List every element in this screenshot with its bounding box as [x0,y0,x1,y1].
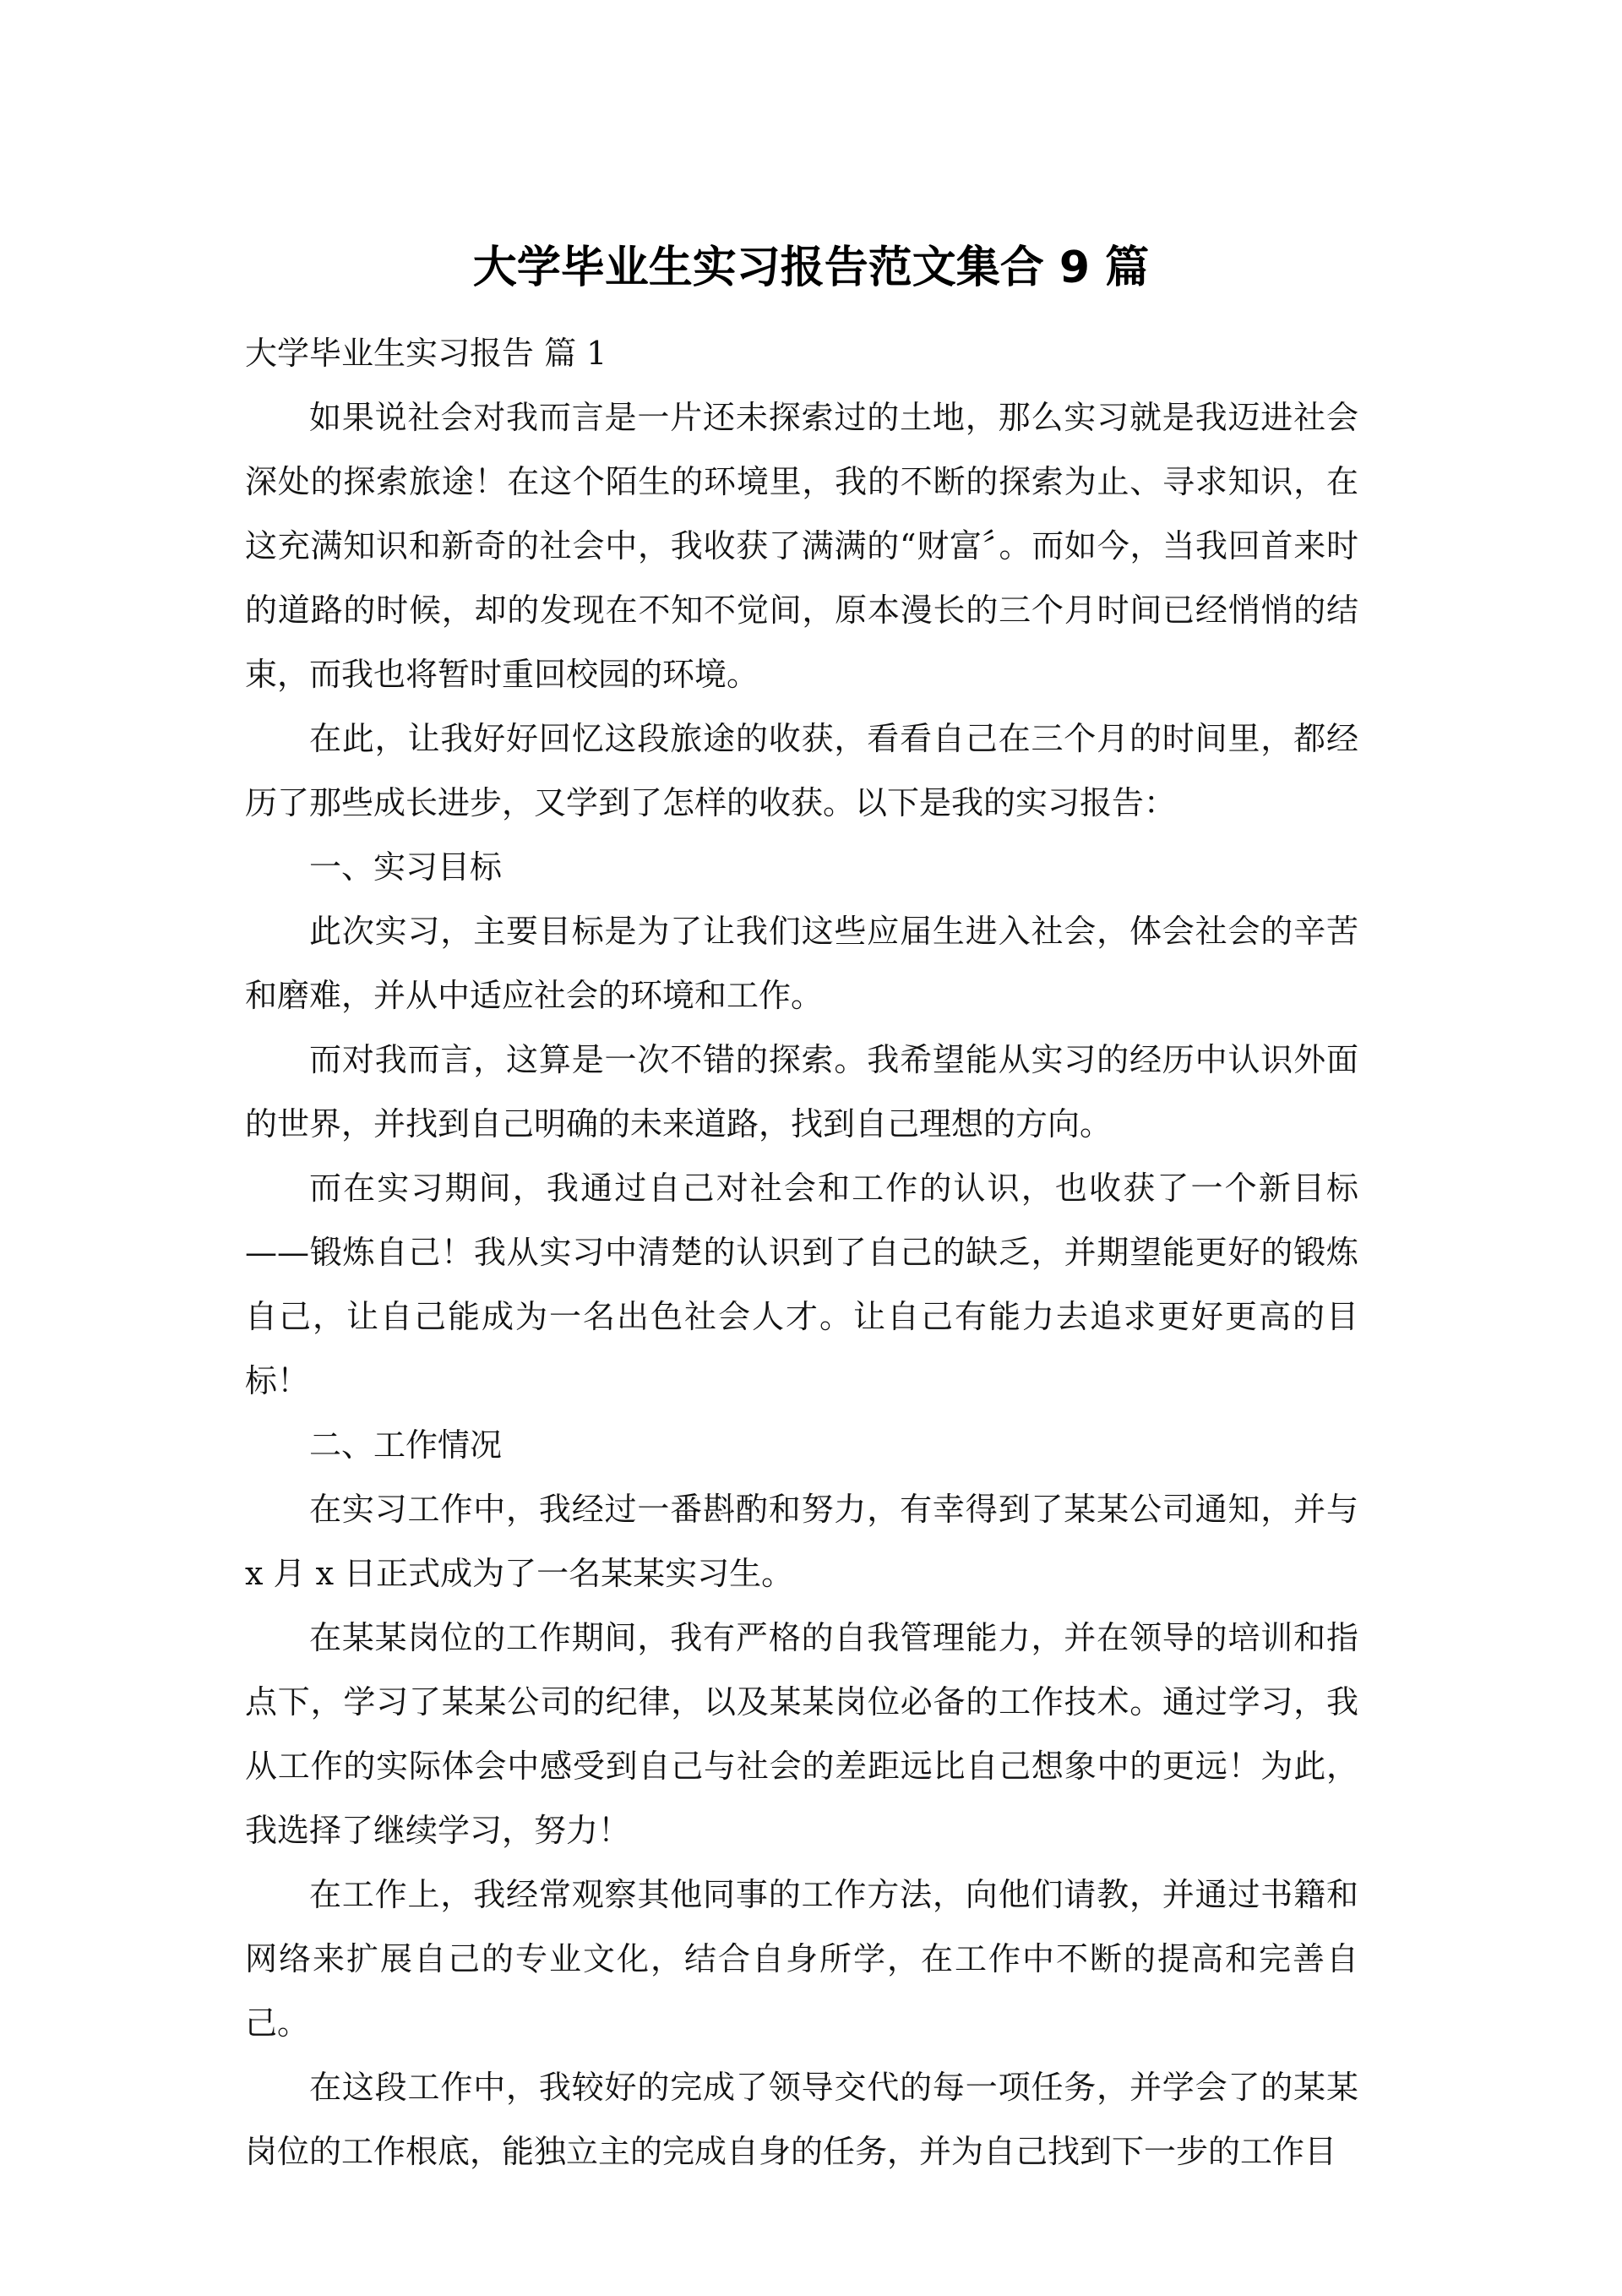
paragraph: 而在实习期间，我通过自己对社会和工作的认识，也收获了一个新目标——锻炼自己！我从实习中清楚的认识到了自己的缺乏，并期望能更好的锻炼自己，让自己能成为一名出色社会人才。让自己有能力去追求更好更高的目标！ [245,1170,1358,1399]
section-heading: 一、实习目标 [309,848,503,886]
paragraph: 而对我而言，这算是一次不错的探索。我希望能从实习的经历中认识外面的世界，并找到自己明确的未来道路，找到自己理想的方向。 [245,1041,1358,1143]
document-body [245,321,1358,2184]
paragraph: 在这段工作中，我较好的完成了领导交代的每一项任务，并学会了的某某岗位的工作根底，能独立主的完成自身的任务，并为自己找到下一步的工作目 [245,2069,1358,2170]
document-title: 大学毕业生实习报告范文集合 9 篇 [472,243,1150,293]
paragraph: 在某某岗位的工作期间，我有严格的自我管理能力，并在领导的培训和指点下，学习了某某公司的纪律，以及某某岗位必备的工作技术。通过学习，我从工作的实际体会中感受到自己与社会的差距远比自己想象中的更远！为此，我选择了继续学习，努力！ [245,1619,1358,1849]
paragraph: 在工作上，我经常观察其他同事的工作方法，向他们请教，并通过书籍和网络来扩展自己的专业文化，结合自身所学，在工作中不断的提高和完善自己。 [245,1876,1358,2042]
paragraph: 在实习工作中，我经过一番斟酌和努力，有幸得到了某某公司通知，并与 x 月 x 日正式成为了一名某某实习生。 [245,1491,1358,1592]
section-subtitle: 大学毕业生实习报告 篇 1 [245,335,607,372]
paragraph: 在此，让我好好回忆这段旅途的收获，看看自己在三个月的时间里，都经历了那些成长进步，又学到了怎样的收获。以下是我的实习报告： [245,720,1358,821]
paragraph: 如果说社会对我而言是一片还未探索过的土地，那么实习就是我迈进社会深处的探索旅途！在这个陌生的环境里，我的不断的探索为止、寻求知识，在这充满知识和新奇的社会中，我收获了满满的“财富〞。而如今，当我回首来时的道路的时候，却的发现在不知不觉间，原本漫长的三个月时间已经悄悄的结束，而我也将暂时重回校园的环境。 [245,399,1358,693]
section-heading: 二、工作情况 [309,1426,503,1464]
paragraph: 此次实习，主要目标是为了让我们这些应届生进入社会，体会社会的辛苦和磨难，并从中适应社会的环境和工作。 [245,913,1358,1014]
